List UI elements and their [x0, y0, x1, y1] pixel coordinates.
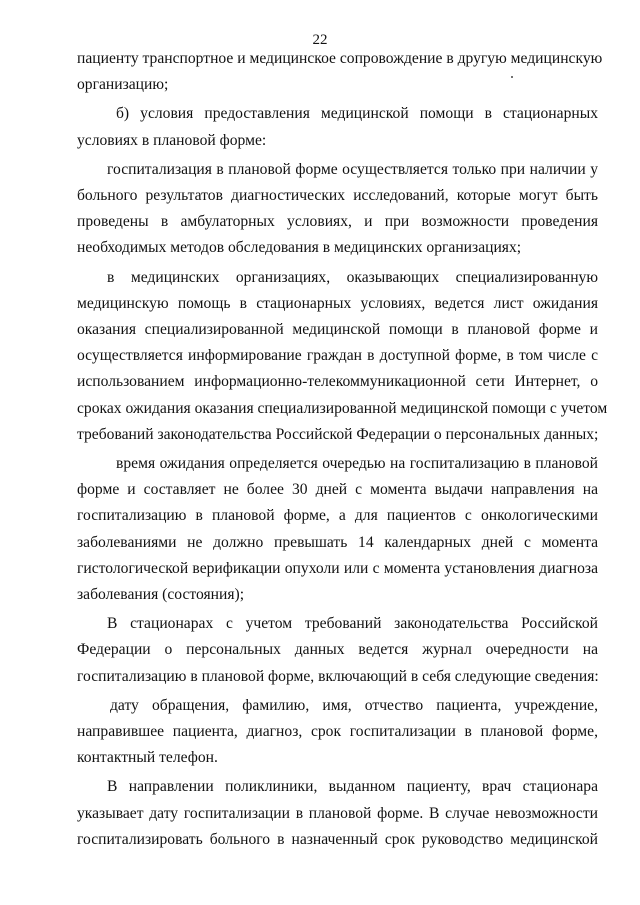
text-line: контактный телефон. [77, 749, 218, 767]
text-line: медицинскую помощь в стационарных условиях, ведется лист ожидания [77, 294, 598, 312]
paragraph-referral [77, 774, 598, 853]
text-line: оказания специализированной медицинской помощи в плановой форме и [77, 321, 598, 339]
document-body [77, 46, 608, 853]
paragraph-waiting-list [77, 265, 608, 448]
text-line: необходимых методов обследования в медицинских организациях; [77, 239, 522, 257]
text-line: дату обращения, фамилию, имя, отчество пациента, учреждение, [110, 696, 598, 714]
text-line: гистологической верификации опухоли или с момента установления диагноза [77, 559, 598, 577]
text-line: организацию; [77, 76, 169, 94]
paragraph-journal-fields [77, 693, 598, 772]
paragraph-queue-journal [77, 611, 598, 690]
text-line: госпитализировать больного в назначенный срок руководство медицинской [77, 830, 598, 848]
text-line: Федерации о персональных данных ведется журнал очередности на [77, 641, 598, 659]
text-line: использованием информационно-телекоммуникационной сети Интернет, о [77, 373, 598, 391]
text-line: госпитализация в плановой форме осуществляется только при наличии у [107, 160, 598, 178]
text-line: указывает дату госпитализации в плановой форме. В случае невозможности [77, 804, 598, 822]
paragraph-planned-hospitalization [77, 157, 598, 262]
paragraph-item-b [77, 101, 598, 153]
text-line: В стационарах с учетом требований законодательства Российской [107, 615, 598, 633]
text-line: заболевания (состояния); [77, 586, 245, 604]
text-line: госпитализацию в плановой форме, а для пациентов с онкологическими [77, 507, 598, 525]
text-line: больного результатов диагностических исследований, которые могут быть [77, 187, 598, 205]
text-line: в медицинских организациях, оказывающих специализированную [107, 268, 598, 286]
text-line: б) условия предоставления медицинской помощи в стационарных [116, 105, 598, 123]
text-line: условиях в плановой форме: [77, 131, 267, 149]
text-line: заболеваниями не должно превышать 14 календарных дней с момента [77, 533, 598, 551]
text-line: пациенту транспортное и медицинское сопровождение в другую медицинскую [77, 50, 603, 67]
text-line: требований законодательства Российской Федерации о персональных данных; [77, 425, 599, 443]
text-line: В направлении поликлиники, выданном пациенту, врач стационара [107, 778, 598, 796]
text-line: сроках ожидания оказания специализированной медицинской помощи с учетом [77, 399, 608, 417]
page-number: 22 [312, 32, 328, 48]
text-line: форме и составляет не более 30 дней с момента выдачи направления на [77, 481, 598, 499]
paragraph-waiting-time [77, 451, 598, 608]
text-line: проведены в амбулаторных условиях, и при возможности проведения [77, 213, 598, 231]
paragraph-transport [77, 46, 603, 98]
text-line: направившее пациента, диагноз, срок госпитализации в плановой форме, [77, 723, 598, 741]
text-line: осуществляется информирование граждан в доступной форме, в том числе с [77, 347, 598, 365]
text-line: госпитализацию в плановой форме, включающий в себя следующие сведения: [77, 667, 599, 685]
text-line: время ожидания определяется очередью на госпитализацию в плановой [116, 455, 598, 473]
